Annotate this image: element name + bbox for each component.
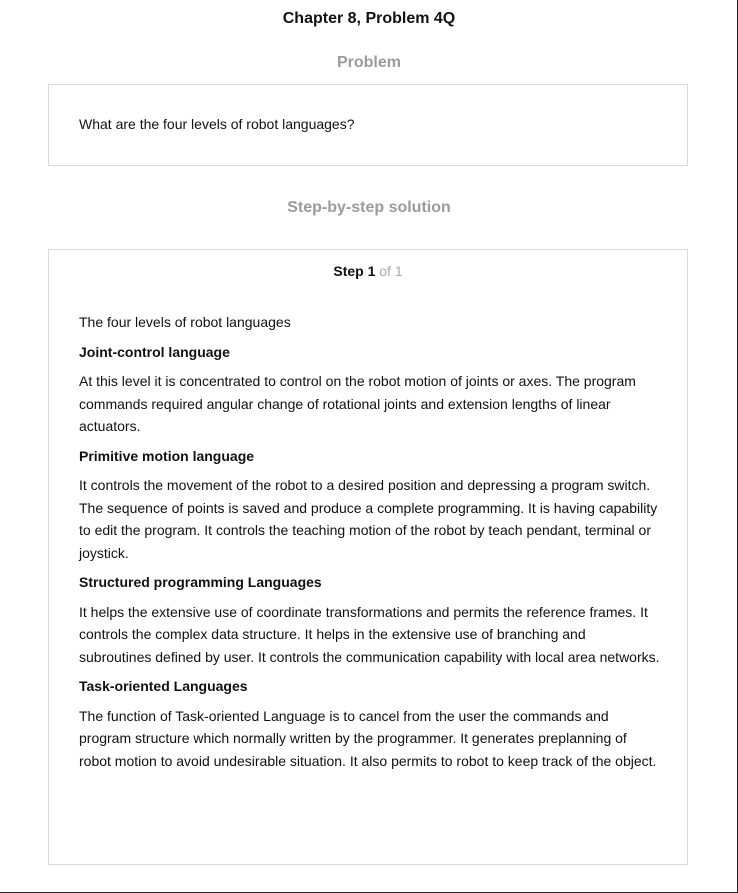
section-title-primitive-motion: Primitive motion language: [79, 447, 255, 464]
step-number: Step 1: [333, 263, 376, 279]
problem-card: [48, 84, 688, 166]
problem-heading: Problem: [336, 54, 401, 71]
chapter-title: Chapter 8, Problem 4Q: [282, 10, 456, 27]
section-title-task-oriented: Task-oriented Languages: [79, 678, 248, 694]
problem-text: What are the four levels of robot languages?: [79, 116, 355, 132]
section-title-structured-programming: Structured programming Languages: [79, 574, 322, 590]
section-title-joint-control: Joint-control language: [79, 343, 230, 360]
section-text-joint-control: At this level it is concentrated to control on the robot motion of joints or axes. The program commands required angular change of rotational joints and extension lengths of linear actuators.: [79, 373, 636, 434]
solution-card: [48, 249, 688, 865]
section-text-primitive-motion: It controls the movement of the robot to a desired position and depressing a program switch. The sequence of points is saved and produce a complete programming. It is having capability to edit the program. It controls the teaching motion of the robot by teach pendant, terminal or joystick.: [79, 477, 658, 561]
step-total: of 1: [379, 263, 403, 279]
step-indicator: [49, 263, 687, 279]
solution-intro: The four levels of robot languages: [79, 314, 291, 330]
section-text-task-oriented: The function of Task-oriented Language is to cancel from the user the commands and program structure which normally written by the programmer. It generates preplanning of robot motion to avoid undesirable situation. It also permits to robot to keep track of the object.: [79, 707, 657, 769]
section-text-structured-programming: It helps the extensive use of coordinate transformations and permits the reference frames. It controls the complex data structure. It helps in the extensive use of branching and subroutines defined by user. It controls the communication capability with local area networks.: [79, 603, 660, 665]
solution-body: [79, 311, 661, 779]
solution-heading: Step-by-step solution: [287, 199, 451, 216]
